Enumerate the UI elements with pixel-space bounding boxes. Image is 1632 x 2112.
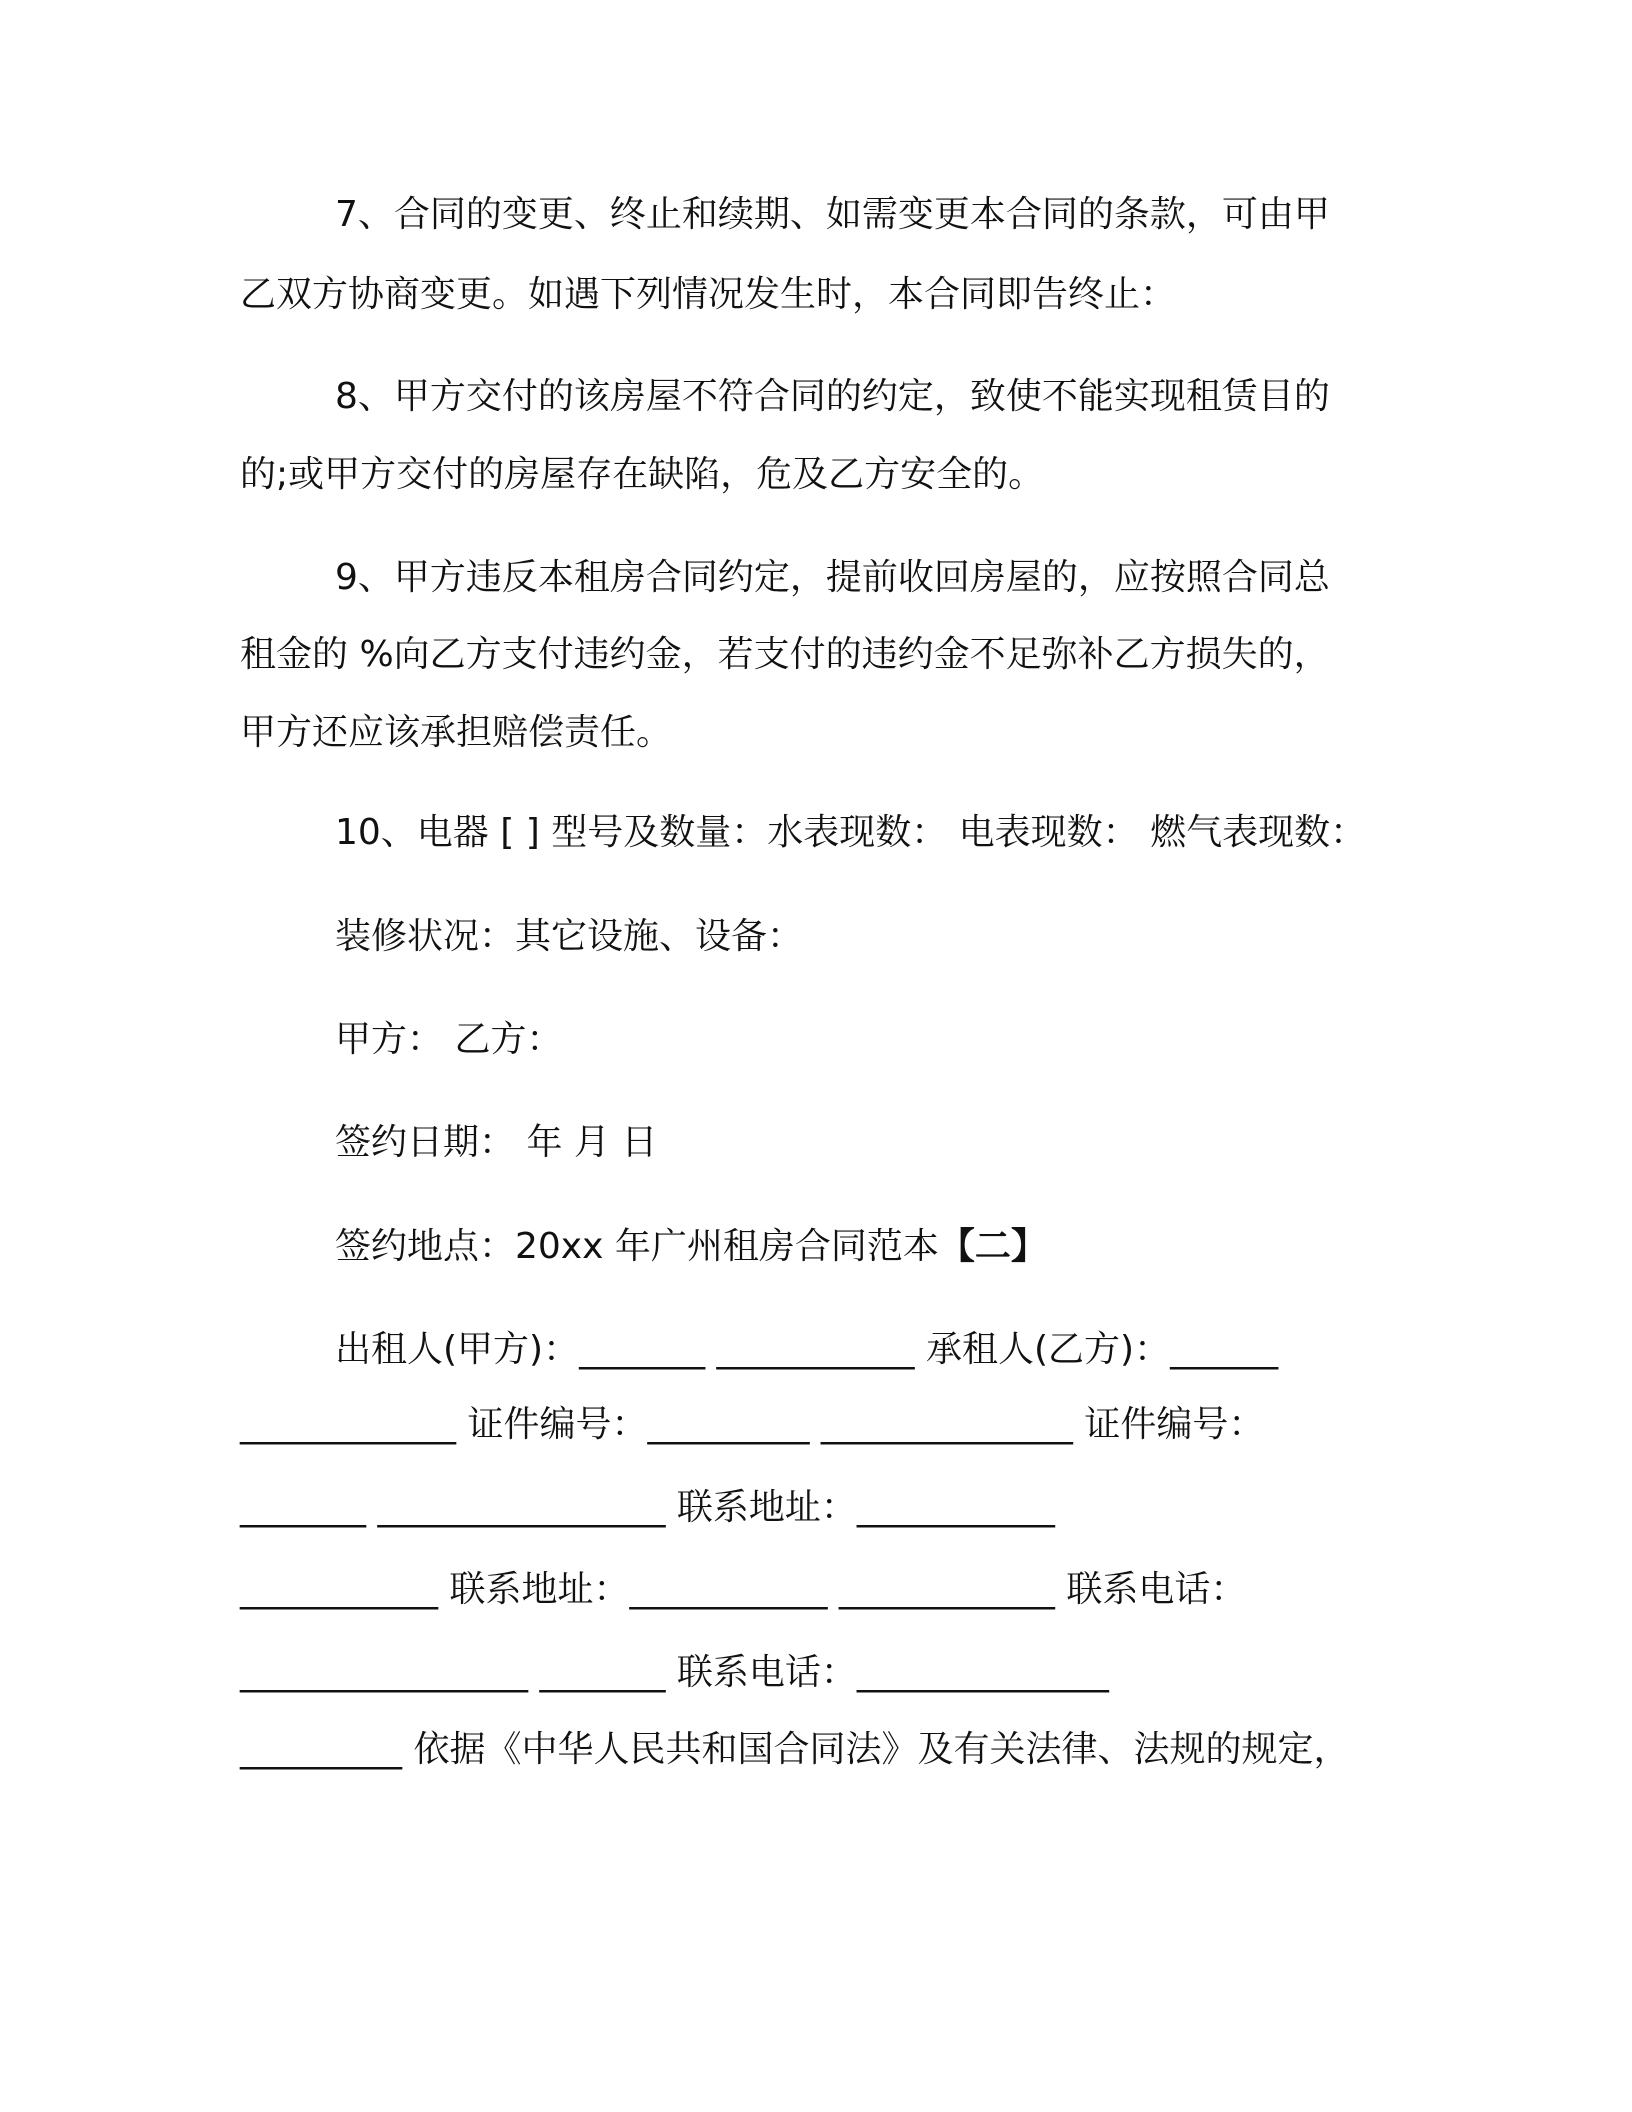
clause-9-line-1: 9、甲方违反本租房合同约定，提前收回房屋的，应按照合同总 — [335, 557, 1330, 598]
address-line-1: _______ ________________ 联系地址：___________ — [240, 1487, 1055, 1528]
clause-7-line-1: 7、合同的变更、终止和续期、如需变更本合同的条款，可由甲 — [335, 194, 1330, 235]
phone-line: ________________ _______ 联系电话：______________ — [240, 1652, 1109, 1693]
parties-line: 甲方： 乙方： — [335, 1019, 563, 1060]
clause-10-line: 10、电器 [ ] 型号及数量：水表现数： 电表现数： 燃气表现数： — [335, 812, 1367, 853]
clause-8-line-1: 8、甲方交付的该房屋不符合同的约定，致使不能实现租赁目的 — [335, 376, 1330, 417]
sign-date-line: 签约日期： 年 月 日 — [335, 1122, 658, 1163]
clause-8-line-2: 的;或甲方交付的房屋存在缺陷，危及乙方安全的。 — [240, 454, 1045, 495]
legal-basis-line: _________ 依据《中华人民共和国合同法》及有关法律、法规的规定， — [240, 1729, 1350, 1770]
section-two-marker: 【二】 — [938, 1226, 1047, 1267]
address-line-2: ___________ 联系地址：___________ ____________ 联系电话： — [240, 1569, 1247, 1610]
clause-9-line-3: 甲方还应该承担赔偿责任。 — [240, 712, 673, 753]
lessor-line: 出租人(甲方)：_______ ___________ 承租人(乙方)：______ — [335, 1329, 1279, 1370]
sign-place-line — [335, 1222, 1047, 1272]
clause-7-line-2: 乙双方协商变更。如遇下列情况发生时，本合同即告终止： — [240, 274, 1177, 315]
sign-place-text: 签约地点：20xx 年广州租房合同范本 — [335, 1226, 939, 1267]
id-number-line: ____________ 证件编号：_________ ______________ 证件编号： — [240, 1404, 1265, 1445]
clause-9-line-2: 租金的 %向乙方支付违约金，若支付的违约金不足弥补乙方损失的， — [240, 634, 1330, 675]
decoration-line: 装修状况：其它设施、设备： — [335, 916, 804, 957]
